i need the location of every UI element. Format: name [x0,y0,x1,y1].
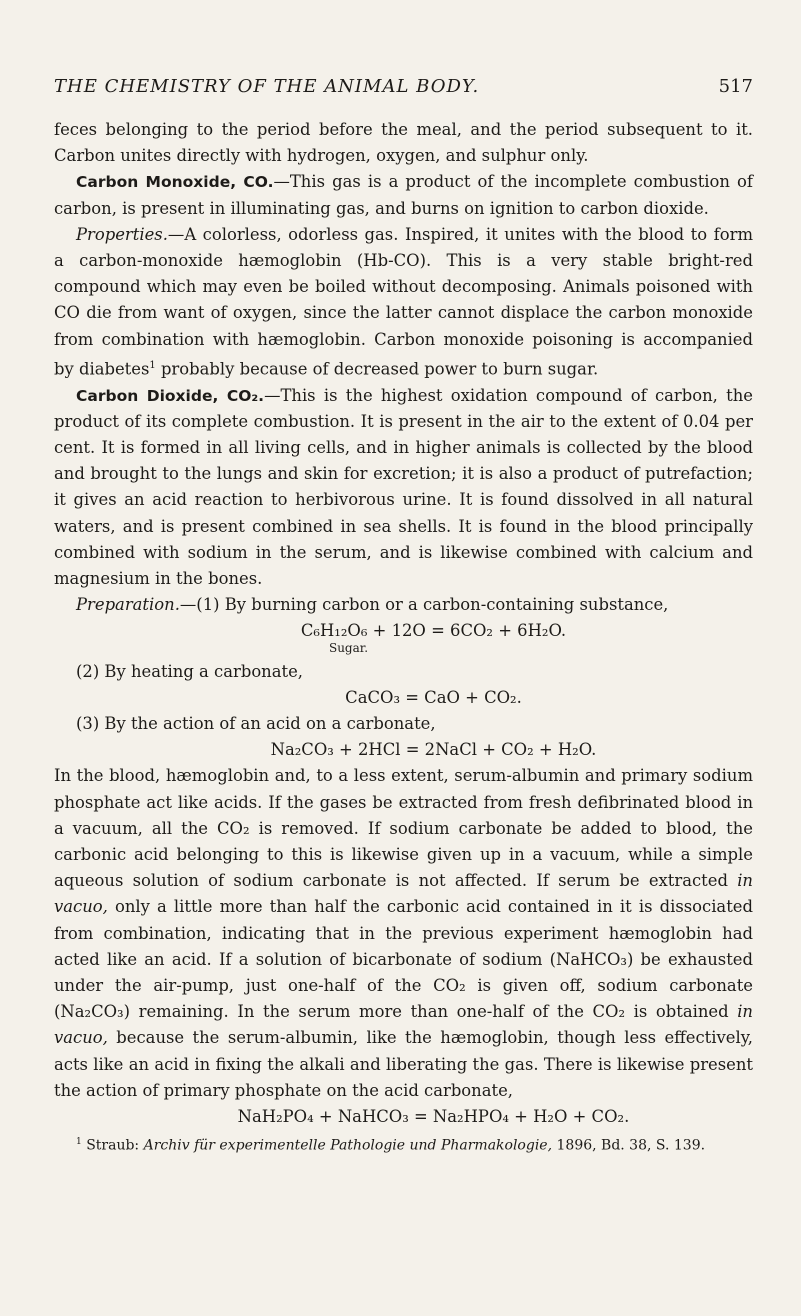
equation-sugar-combustion: C₆H₁₂O₆ + 12O = 6CO₂ + 6H₂O. [300,621,567,641]
footnote-mark: 1 [76,1137,82,1148]
equation-acid-carbonate: Na₂CO₃ + 2HCl = 2NaCl + CO₂ + H₂O. [270,740,597,760]
equation-carbonate-heating: CaCO₃ = CaO + CO₂. [345,687,522,707]
subheading-preparation: Preparation. [76,595,180,615]
paragraph-carbon-dioxide: Carbon Dioxide, CO₂.—This is the highest oxidation compound of carbon, the product of its complete combustion. It is present in the air to the extent of 0.04 per cent. It is formed in all living cells, and in higher animals is collected by the blood and brought to the lungs and skin for excretion; it is also a product of putrefaction; it gives an acid reaction to herbivorous urine. It is found dissolved in all natural waters, and is present combined in sea shells. It is found in the blood principally combined with sodium in the serum, and is likewise combined with calcium and magnesium in the bones. [54,385,753,588]
equation-phosphate-carbonate: NaH₂PO₄ + NaHCO₃ = Na₂HPO₄ + H₂O + CO₂. [237,1106,630,1126]
footnote-journal: Archiv für experimentelle Pathologie und Pharmakologie, [143,1137,553,1154]
page-body [54,117,753,1130]
paragraph-properties: Properties.—A colorless, odorless gas. Inspired, it unites with the blood to form a carbon-monoxide hæmoglobin (Hb-CO). This is a very stable bright-red compound which may even be boiled without decomposing. Animals poisoned with CO die from want of oxygen, since the latter cannot displace the carbon monoxide from combination with hæmoglobin. Carbon monoxide poisoning is accompanied by diabetes$^1$ probably because of decreased power to burn sugar. [54,224,753,379]
page-number: 517 [718,76,753,97]
footnote-reference: 1 [149,359,156,371]
paragraph-blood-gases: In the blood, hæmoglobin and, to a less extent, serum-albumin and primary sodium phosphate act like acids. If the gases be extracted from fresh defibrinated blood in a vacuum, all the CO₂ is removed. If sodium carbonate be added to blood, the carbonic acid belonging to this is likewise given up in a vacuum, while a simple aqueous solution of sodium carbonate is not affected. If serum be extracted in vacuo, only a little more than half the carbonic acid contained in it is dissociated from combination, indicating that in the previous experiment hæmoglobin had acted like an acid. If a solution of bicarbonate of sodium (NaHCO₃) be exhausted under the air-pump, just one-half of the CO₂ is given off, sodium carbonate (Na₂CO₃) remaining. In the serum more than one-half of the CO₂ is obtained in vacuo, because the serum-albumin, like the hæmoglobin, though less effectively, acts like an acid in fixing the alkali and liberating the gas. There is likewise present the action of primary phosphate on the acid carbonate, [54,766,753,1100]
running-header [54,76,753,97]
paragraph-preparation: Preparation.—(1) By burning carbon or a carbon-containing substance, [76,595,669,615]
paragraph-method-3: (3) By the action of an acid on a carbonate, [76,713,436,733]
paragraph-continuation: feces belonging to the period before the meal, and the period subsequent to it. Carbon unites directly with hydrogen, oxygen, and sulphur only. [54,120,753,166]
running-title: THE CHEMISTRY OF THE ANIMAL BODY. [54,76,480,97]
footnote-author: Straub: [86,1137,140,1154]
equation-label-sugar: Sugar. [328,640,369,655]
footnote [54,1132,753,1156]
paragraph-method-2: (2) By heating a carbonate, [76,661,304,681]
section-heading-carbon-dioxide: Carbon Dioxide, CO₂. [76,386,265,405]
footnote-details: 1896, Bd. 38, S. 139. [556,1137,706,1154]
paragraph-carbon-monoxide: Carbon Monoxide, CO.—This gas is a product of the incomplete combustion of carbon, is present in illuminating gas, and burns on ignition to carbon dioxide. [54,172,753,218]
section-heading-carbon-monoxide: Carbon Monoxide, CO. [76,173,274,192]
subheading-properties: Properties. [76,224,168,244]
